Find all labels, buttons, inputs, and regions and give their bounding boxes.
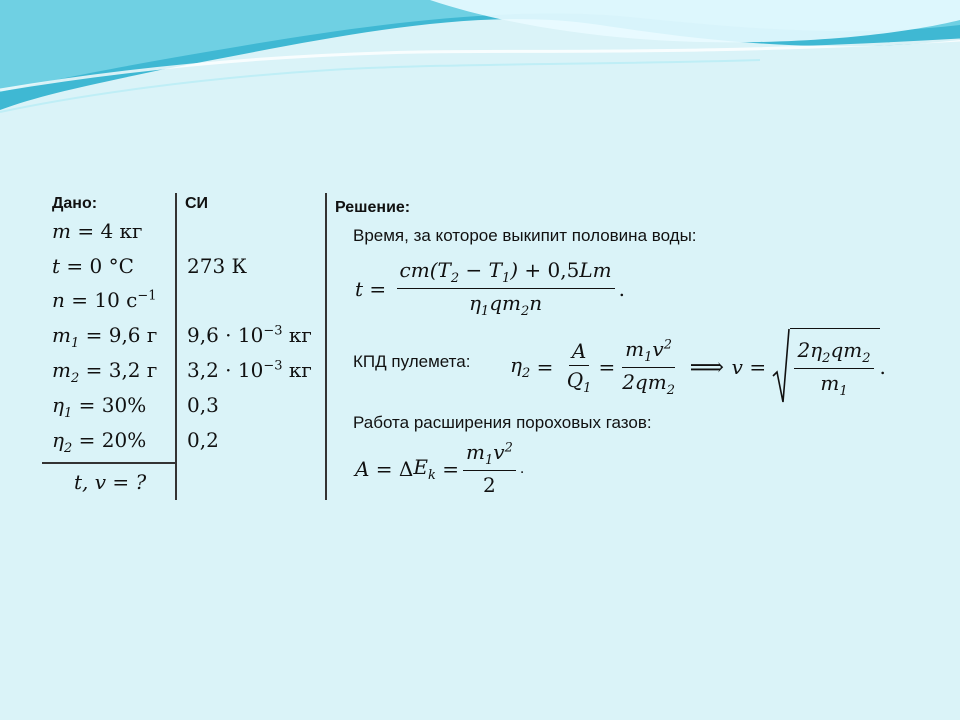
given-header: Дано: [52, 195, 98, 212]
given-row-3: n = 10 $с^{-1}$ [52, 288, 157, 312]
si-value-m1: $9,6 \cdot 10^{-3}$ кг [187, 323, 312, 347]
formula-velocity: $\eta_2$ = $\frac{A}{Q_1}$ = $\frac{m_1v^2}{2qm_2}$ ⟹ v = $\frac{2\eta_2qm_2}{m_1}$ . [510, 328, 886, 406]
table-divider-right [325, 193, 327, 500]
si-value-eta1: 0,3 [187, 393, 219, 417]
solution-text-efficiency: КПД пулемета: [353, 352, 471, 371]
sqrt-symbol: $\frac{2\eta_2qm_2}{m_1}$ [772, 328, 879, 406]
given-row-5: $m_2 = 3,2$ г [52, 358, 158, 386]
solution-header: Решение: [335, 199, 411, 216]
given-row-2: t = 0 °C [52, 254, 134, 278]
solution-text-work: Работа расширения пороховых газов: [353, 413, 652, 432]
given-row-1: m = 4 кг [52, 219, 143, 243]
given-row-4: $m_1 = 9,6$ г [52, 323, 158, 351]
wave-decoration [0, 0, 960, 150]
given-row-6: $\eta_1 = 30\%$ [52, 393, 147, 421]
formula-time: t = $\frac{cm(T_2 - T_1) + 0,5Lm}{\eta_1qm_2n}$ . [355, 258, 625, 319]
find-row: t, v = ? [74, 470, 147, 494]
table-divider-left [175, 193, 177, 500]
si-value-eta2: 0,2 [187, 428, 219, 452]
si-value-temperature: 273 К [187, 254, 248, 278]
si-value-m2: $3,2 \cdot 10^{-3}$ кг [187, 358, 312, 382]
find-divider [42, 462, 176, 464]
solution-text-time: Время, за которое выкипит половина воды: [353, 226, 697, 245]
given-row-7: $\eta_2 = 20\%$ [52, 428, 147, 456]
si-header: СИ [185, 195, 209, 212]
formula-work: A = Δ $E_k$ = $\frac{m_1v^2}{2}$ . [355, 440, 525, 497]
